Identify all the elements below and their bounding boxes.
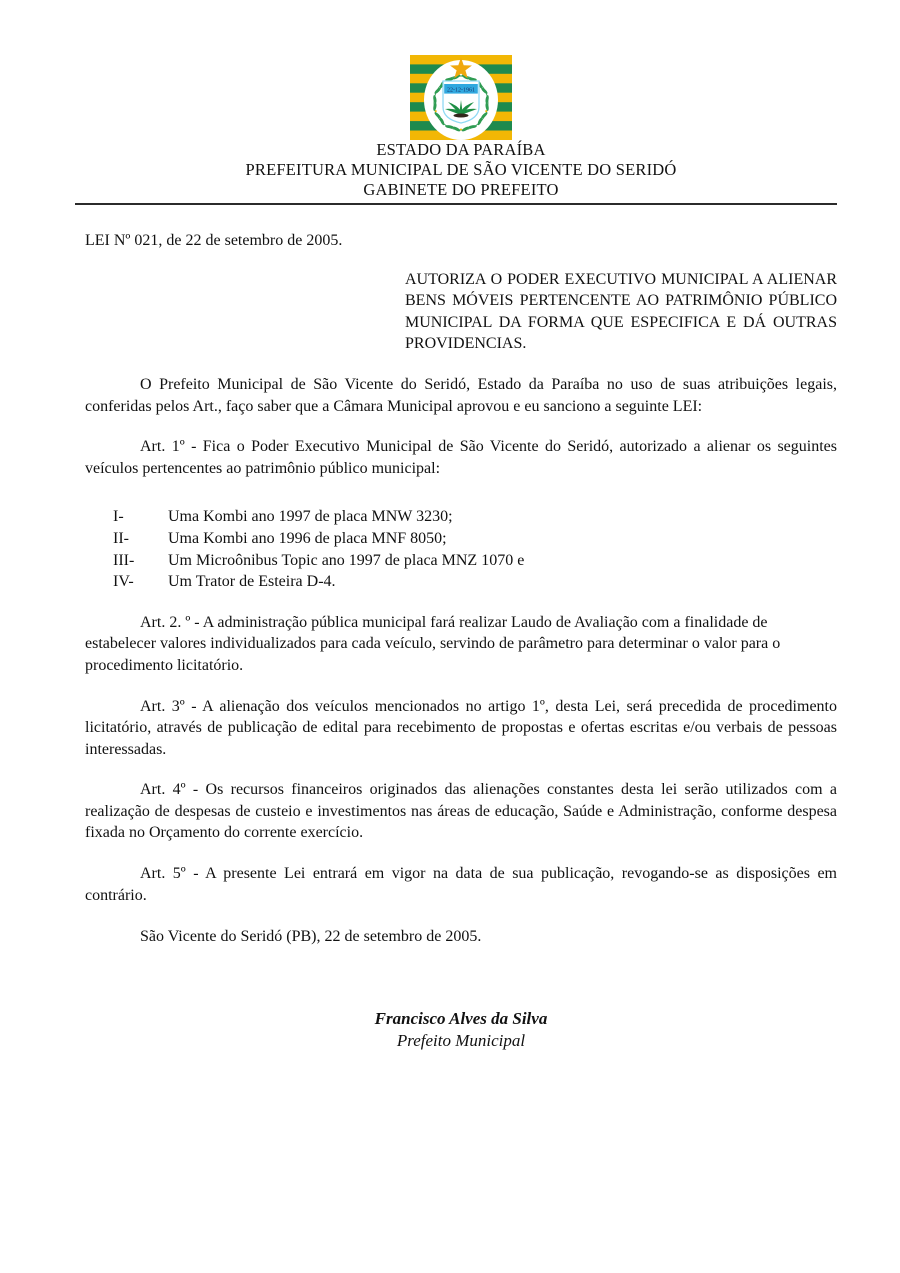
header-municipality-line: PREFEITURA MUNICIPAL DE SÃO VICENTE DO SERIDÓ [245, 160, 677, 179]
place-date-line: São Vicente do Seridó (PB), 22 de setembro de 2005. [140, 928, 482, 946]
law-reference: LEI Nº 021, de 22 de setembro de 2005. [85, 232, 343, 249]
header-divider [75, 203, 837, 205]
list-item [113, 550, 837, 572]
list-item-text: Uma Kombi ano 1996 de placa MNF 8050; [168, 529, 447, 547]
plant-mound [454, 114, 469, 118]
list-item [113, 528, 837, 550]
shield-icon [443, 81, 479, 123]
document-header [85, 55, 837, 205]
article-2: Art. 2. º - A administração pública municipal fará realizar Laudo de Avaliação com a finalidade de estabelecer valores individualizados para cada veículo, servindo de parâmetro para determinar o valor para o procedimento licitatório. [85, 613, 781, 674]
signature-block [85, 1008, 837, 1052]
preamble-paragraph: O Prefeito Municipal de São Vicente do Seridó, Estado da Paraíba no uso de suas atribuições legais, conferidas pelos Art., faço saber que a Câmara Municipal aprovou e eu sanciono a seguinte LEI: [85, 375, 837, 415]
list-item-numeral: II- [113, 529, 129, 547]
article-3: Art. 3º - A alienação dos veículos mencionados no artigo 1º, desta Lei, será precedida de procedimento licitatório, através de publicação de edital para recebimento de propostas e ofertas escritas e/ou verbais de pessoas interessadas. [85, 697, 837, 758]
article-5: Art. 5º - A presente Lei entrará em vigor na data de sua publicação, revogando-se as disposições em contrário. [85, 865, 837, 904]
list-item-numeral: III- [113, 551, 135, 569]
list-item-text: Uma Kombi ano 1997 de placa MNW 3230; [168, 508, 453, 526]
vehicle-list [113, 506, 837, 592]
list-item-text: Um Trator de Esteira D-4. [168, 573, 336, 591]
municipal-flag-emblem [410, 55, 512, 140]
list-item-text: Um Microônibus Topic ano 1997 de placa MNZ 1070 e [168, 551, 525, 569]
header-office-line: GABINETE DO PREFEITO [363, 180, 559, 199]
law-epigraph: AUTORIZA O PODER EXECUTIVO MUNICIPAL A ALIENAR BENS MÓVEIS PERTENCENTE AO PATRIMÔNIO PÚBLICO MUNICIPAL DA FORMA QUE ESPECIFICA E DÁ OUTRAS PROVIDENCIAS. [405, 270, 837, 353]
header-state-line: ESTADO DA PARAÍBA [376, 140, 546, 159]
list-item [113, 571, 837, 593]
list-item-numeral: IV- [113, 573, 134, 591]
document-body [85, 230, 837, 1052]
article-4: Art. 4º - Os recursos financeiros originados das alienações constantes desta lei serão utilizados com a realização de despesas de custeio e investimentos nas áreas de educação, Saúde e Administração, conforme despesa fixada no Orçamento do corrente exercício. [85, 781, 837, 842]
signature-name: Francisco Alves da Silva [374, 1008, 548, 1028]
emblem-date-text: 22-12-1961 [447, 87, 475, 94]
list-item-numeral: I- [113, 508, 124, 526]
article-1: Art. 1º - Fica o Poder Executivo Municipal de São Vicente do Seridó, autorizado a alienar os seguintes veículos pertencentes ao patrimônio público municipal: [85, 438, 837, 477]
signature-role: Prefeito Municipal [396, 1030, 526, 1050]
list-item [113, 506, 837, 528]
